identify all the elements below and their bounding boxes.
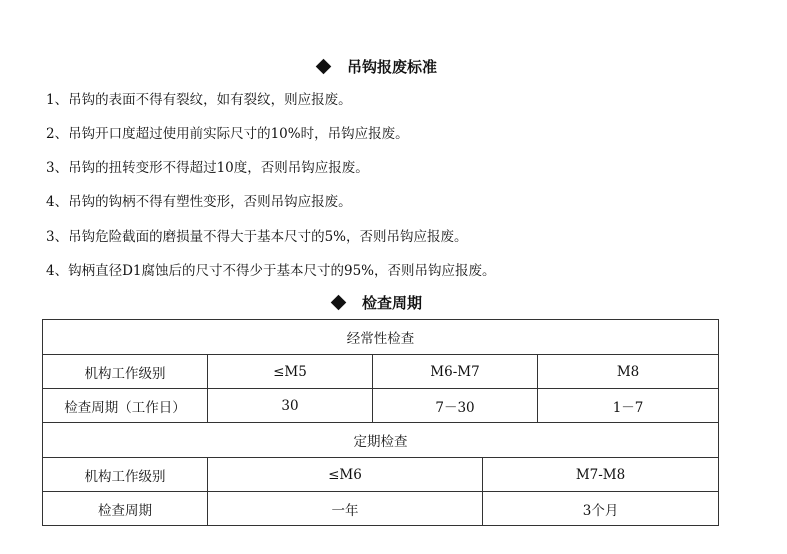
rule-item: 2、吊钩开口度超过使用前实际尺寸的10%时，吊钩应报废。 (46, 126, 409, 142)
table-row (43, 458, 719, 492)
table-row (43, 492, 719, 526)
rule-item: 1、吊钩的表面不得有裂纹，如有裂纹，则应报废。 (46, 92, 352, 108)
table-row (43, 355, 719, 389)
period-cell: 1－7 (538, 389, 719, 423)
inspection-table (42, 319, 719, 526)
scrap-standard-heading (318, 56, 437, 77)
period-label-cell: 检查周期 (43, 492, 208, 526)
level-cell: ≤M5 (208, 355, 373, 389)
inspection-period-heading (333, 292, 422, 313)
regular-inspection-title: 经常性检查 (43, 320, 719, 355)
scrap-standard-title: 吊钩报废标准 (347, 58, 438, 76)
rule-item: 3、吊钩的扭转变形不得超过10度，否则吊钩应报废。 (46, 160, 369, 176)
table-row (43, 423, 719, 458)
diamond-bullet-icon (316, 59, 332, 75)
period-cell: 30 (208, 389, 373, 423)
period-label-cell: 检查周期（工作日） (43, 389, 208, 423)
periodic-inspection-title: 定期检查 (43, 423, 719, 458)
level-cell: M6-M7 (373, 355, 538, 389)
level-label-cell: 机构工作级别 (43, 355, 208, 389)
level-cell: M7-M8 (483, 458, 719, 492)
level-label-cell: 机构工作级别 (43, 458, 208, 492)
level-cell: M8 (538, 355, 719, 389)
rule-item: 4、钩柄直径D1腐蚀后的尺寸不得少于基本尺寸的95%，否则吊钩应报废。 (46, 263, 496, 279)
period-cell: 7－30 (373, 389, 538, 423)
period-cell: 一年 (208, 492, 483, 526)
period-cell: 3个月 (483, 492, 719, 526)
rule-item: 4、吊钩的钩柄不得有塑性变形，否则吊钩应报废。 (46, 194, 352, 210)
rule-item: 3、吊钩危险截面的磨损量不得大于基本尺寸的5%，否则吊钩应报废。 (46, 229, 468, 245)
table-row (43, 389, 719, 423)
level-cell: ≤M6 (208, 458, 483, 492)
inspection-period-title: 检查周期 (362, 294, 423, 312)
diamond-bullet-icon (331, 295, 347, 311)
table-row (43, 320, 719, 355)
